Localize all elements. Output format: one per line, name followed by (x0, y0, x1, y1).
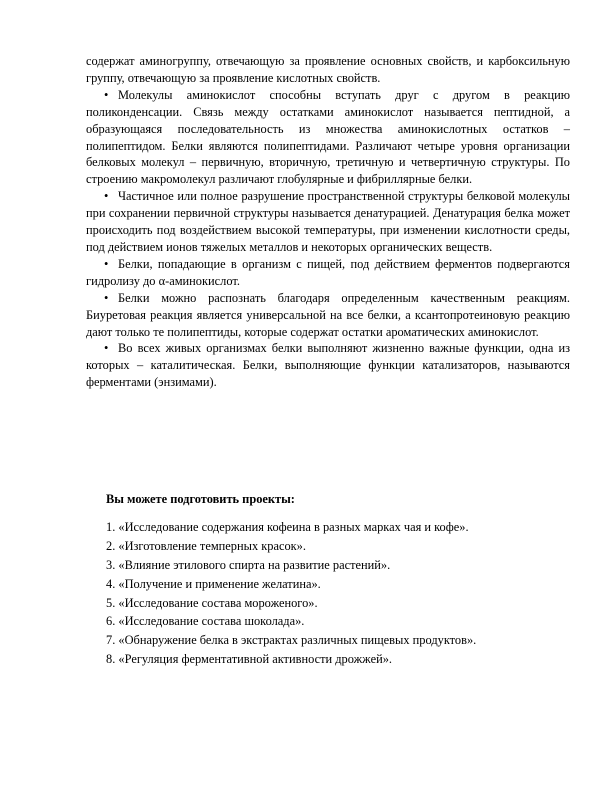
bullet-paragraph-enzymes (86, 340, 570, 391)
bullet-icon: • (104, 290, 109, 305)
paragraph-text: Молекулы аминокислот способны вступать друг с другом в реакцию поликонденсации. Связь между остатками аминокислот называется пептидной, а образующаяся последовательность из множества аминокислотных остатков – полипептидом. Белки являются полипептидами. Различают четыре уровня организации белковых молекул – первичную, вторичную, третичную и четвертичную структуры. По строению макромолекул различают глобулярные и фибриллярные белки. (86, 87, 570, 187)
project-item: 8. «Регуляция ферментативной активности дрожжей». (106, 652, 392, 667)
bullet-paragraph-denaturation (86, 188, 570, 256)
bullet-paragraph-qualitative-reactions (86, 290, 570, 341)
project-item: 7. «Обнаружение белка в экстрактах различных пищевых продуктов». (106, 633, 477, 648)
bullet-paragraph-hydrolysis (86, 256, 570, 290)
project-item: 1. «Исследование содержания кофеина в разных марках чая и кофе». (106, 519, 469, 534)
bullet-paragraph-polycondensation (86, 87, 570, 188)
paragraph-continuation (86, 53, 570, 87)
bullet-icon: • (104, 189, 109, 204)
project-item: 6. «Исследование состава шоколада». (106, 614, 305, 629)
paragraph-text: Частичное или полное разрушение пространственной структуры белковой молекулы при сохранении первичной структуры называется денатурацией. Денатурация белка может происходить под воздействием высокой температуры, при изменении кислотности среды, под действием ионов тяжелых металлов и некоторых органических веществ. (86, 189, 570, 254)
project-item: 4. «Получение и применение желатина». (106, 576, 321, 591)
project-item: 3. «Влияние этилового спирта на развитие растений». (106, 557, 391, 572)
paragraph-text: содержат аминогруппу, отвечающую за проявление основных свойств, и карбоксильную группу, отвечающую за проявление кислотных свойств. (86, 54, 570, 85)
project-item: 2. «Изготовление темперных красок». (106, 538, 306, 553)
bullet-icon: • (104, 341, 109, 356)
paragraph-text: Белки можно распознать благодаря определенным качественным реакциям. Биуретовая реакция является универсальной на все белки, а ксантопротеиновую реакцию дают только те полипептиды, которые содержат остатки ароматических аминокислот. (86, 290, 570, 339)
project-item: 5. «Исследование состава мороженого». (106, 595, 318, 610)
projects-heading: Вы можете подготовить проекты: (106, 492, 295, 506)
paragraph-text: Во всех живых организмах белки выполняют жизненно важные функции, одна из которых – каталитическая. Белки, выполняющие функции катализаторов, называются ферментами (энзимами). (86, 341, 570, 390)
projects-section (106, 491, 576, 670)
paragraph-text: Белки, попадающие в организм с пищей, под действием ферментов подвергаются гидролизу до α-аминокислот. (86, 256, 570, 288)
bullet-icon: • (104, 256, 109, 271)
body-text (86, 53, 570, 391)
bullet-icon: • (104, 87, 109, 102)
projects-list (106, 519, 576, 668)
